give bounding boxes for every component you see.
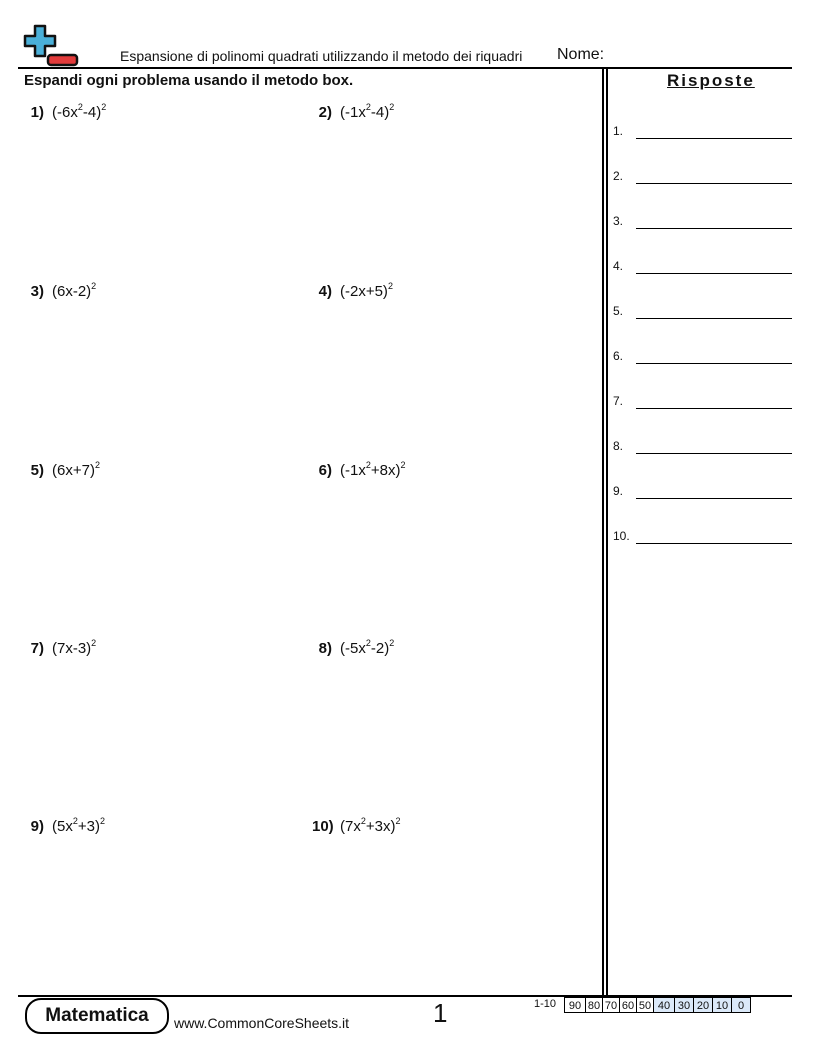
answer-label: 10. (613, 529, 630, 543)
problem-number: 3) (30, 283, 44, 300)
worksheet-title: Espansione di polinomi quadrati utilizzando il metodo dei riquadri (120, 48, 523, 64)
answer-blank-line[interactable] (636, 498, 792, 499)
answer-label: 5. (613, 304, 624, 318)
problem-number: 7) (30, 640, 44, 657)
score-cell: 70 (602, 997, 620, 1013)
problem-number: 1) (30, 104, 44, 121)
score-cell: 20 (693, 997, 713, 1013)
brand-badge: Matematica (25, 998, 169, 1034)
header-divider (18, 67, 792, 69)
problem-expression: $(-1x^2-4)^2$ (340, 102, 395, 121)
problem-expression: $(7x-3)^2$ (52, 638, 97, 657)
answer-label: 9. (613, 484, 624, 498)
instructions: Espandi ogni problema usando il metodo box. (24, 72, 354, 89)
problem-8 (312, 638, 394, 657)
problem-expression: $(7x^2+3x)^2$ (340, 816, 401, 835)
answer-blank-line[interactable] (636, 543, 792, 544)
score-cell: 30 (674, 997, 694, 1013)
problem-1 (24, 102, 106, 121)
problem-expression: $(5x^2+3)^2$ (52, 816, 105, 835)
page-number: 1 (433, 998, 448, 1028)
answer-label: 8. (613, 439, 624, 453)
problem-4 (312, 281, 393, 300)
plus-minus-logo-icon (22, 24, 80, 68)
problem-expression: $(-6x^2-4)^2$ (52, 102, 107, 121)
problem-number: 2) (318, 104, 332, 121)
problem-number: 10) (312, 818, 334, 835)
answer-label: 6. (613, 349, 624, 363)
answer-blank-line[interactable] (636, 273, 792, 274)
answer-blank-line[interactable] (636, 138, 792, 139)
problem-2 (312, 102, 394, 121)
problem-number: 4) (318, 283, 332, 300)
answer-label: 2. (613, 169, 624, 183)
answer-blank-line[interactable] (636, 453, 792, 454)
score-cell: 60 (619, 997, 637, 1013)
answer-blank-line[interactable] (636, 363, 792, 364)
score-cell: 0 (731, 997, 751, 1013)
problem-6 (312, 460, 405, 479)
problem-expression: $(6x+7)^2$ (52, 460, 100, 479)
problem-3 (24, 281, 96, 300)
score-range-label: 1-10 (534, 998, 557, 1010)
score-cell: 40 (653, 997, 675, 1013)
problem-expression: $(-2x+5)^2$ (340, 281, 393, 300)
problem-number: 9) (30, 818, 44, 835)
score-cell: 80 (585, 997, 603, 1013)
column-divider-right (606, 68, 608, 996)
problem-expression: $(-5x^2-2)^2$ (340, 638, 395, 657)
answer-blank-line[interactable] (636, 228, 792, 229)
answer-label: 1. (613, 124, 624, 138)
score-cell: 10 (712, 997, 732, 1013)
problem-number: 5) (30, 462, 44, 479)
problem-number: 6) (318, 462, 332, 479)
problem-number: 8) (318, 640, 332, 657)
answer-blank-line[interactable] (636, 408, 792, 409)
score-cell: 90 (564, 997, 586, 1013)
answer-label: 4. (613, 259, 624, 273)
answer-blank-line[interactable] (636, 183, 792, 184)
problem-5 (24, 460, 100, 479)
name-label: Nome: (557, 46, 605, 63)
problem-expression: $(-1x^2+8x)^2$ (340, 460, 406, 479)
answers-title: Risposte (667, 71, 755, 90)
site-url: www.CommonCoreSheets.it (174, 1015, 350, 1031)
column-divider-left (602, 68, 604, 996)
answer-blank-line[interactable] (636, 318, 792, 319)
score-cell: 50 (636, 997, 654, 1013)
problem-9 (24, 816, 105, 835)
problem-7 (24, 638, 96, 657)
problem-expression: $(6x-2)^2$ (52, 281, 97, 300)
answer-label: 3. (613, 214, 624, 228)
problem-10 (312, 816, 400, 835)
answer-label: 7. (613, 394, 624, 408)
